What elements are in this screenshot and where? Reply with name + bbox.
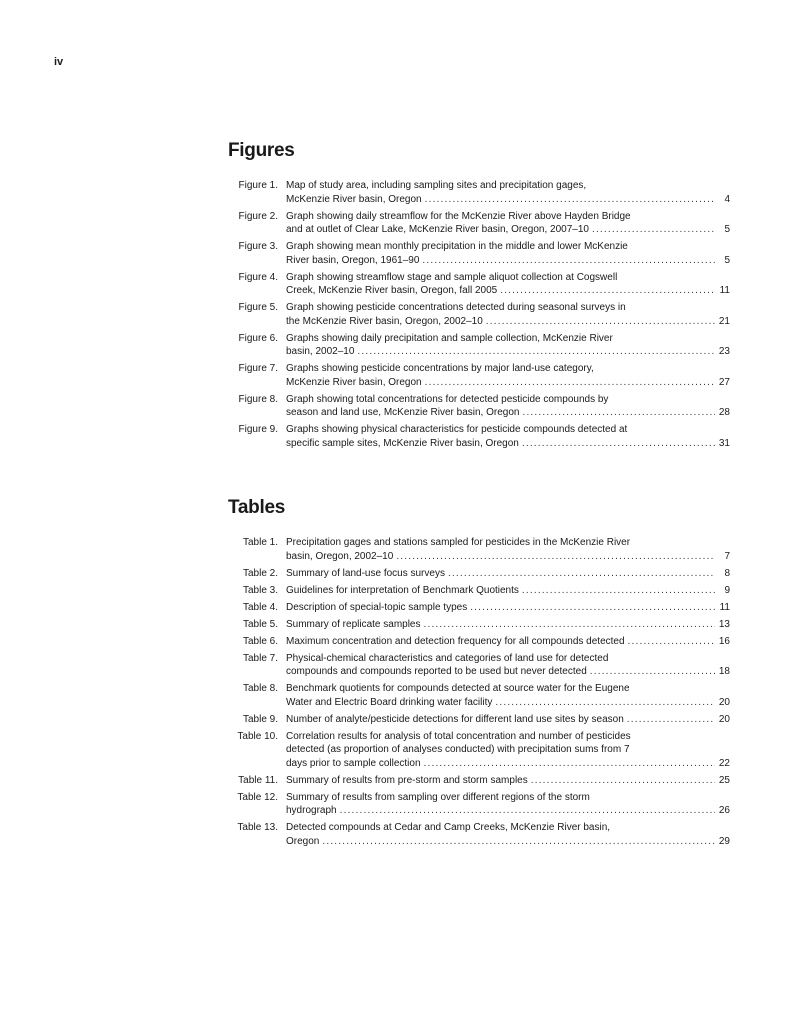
table-entry[interactable] — [228, 821, 730, 848]
dot-leader — [424, 618, 716, 632]
table-label: Table 11. — [238, 774, 278, 786]
figure-caption-text: River basin, Oregon, 1961–90 — [286, 254, 420, 266]
table-caption — [286, 536, 730, 563]
tables-section — [228, 497, 730, 852]
table-caption-last-line — [286, 835, 730, 849]
table-caption-last-line — [286, 713, 730, 727]
dot-leader — [592, 223, 715, 237]
figure-page-number: 21 — [718, 315, 730, 327]
figure-label: Figure 7. — [238, 363, 278, 374]
figure-entry[interactable] — [228, 240, 730, 267]
table-page-number: 29 — [718, 835, 730, 847]
table-entry[interactable] — [228, 601, 730, 615]
figure-label: Figure 3. — [238, 241, 278, 252]
table-entry[interactable] — [228, 652, 730, 679]
dot-leader — [531, 774, 715, 788]
figure-caption-text: McKenzie River basin, Oregon — [286, 193, 422, 205]
table-page-number: 26 — [718, 805, 730, 816]
figure-page-number: 4 — [724, 193, 730, 205]
dot-leader — [522, 406, 715, 420]
figure-entry[interactable] — [228, 179, 730, 206]
table-page-number: 25 — [718, 774, 730, 786]
figure-caption — [286, 362, 730, 389]
figures-heading: Figures — [228, 140, 295, 161]
figure-entry[interactable] — [228, 301, 730, 328]
table-caption — [286, 635, 730, 649]
figure-caption-line: Graphs showing pesticide concentrations by major land-use category, — [286, 363, 594, 374]
figure-label: Figure 1. — [238, 180, 278, 191]
figure-caption-text: specific sample sites, McKenzie River basin, Oregon — [286, 437, 519, 449]
table-caption — [286, 618, 730, 632]
table-entry[interactable] — [228, 791, 730, 818]
table-caption-text: days prior to sample collection — [286, 757, 421, 769]
table-caption-last-line — [286, 567, 730, 581]
table-label: Table 8. — [242, 683, 278, 694]
figure-label: Figure 9. — [238, 424, 278, 435]
table-label: Table 5. — [242, 618, 278, 630]
figure-caption-line: Graphs showing daily precipitation and sample collection, McKenzie River — [286, 332, 613, 344]
table-caption-text: Number of analyte/pesticide detections for different land use sites by season — [286, 713, 624, 725]
table-caption-last-line — [286, 757, 730, 771]
dot-leader — [357, 345, 715, 359]
table-entry[interactable] — [228, 730, 730, 771]
table-page-number: 8 — [724, 567, 730, 579]
table-entry[interactable] — [228, 774, 730, 788]
figure-label: Figure 8. — [238, 393, 278, 405]
table-page-number: 18 — [718, 666, 730, 677]
table-label: Table 9. — [242, 713, 278, 725]
figure-entry[interactable] — [228, 423, 730, 450]
dot-leader — [522, 437, 715, 451]
figures-section — [228, 140, 730, 454]
figure-caption-text: McKenzie River basin, Oregon — [286, 376, 422, 388]
figure-caption — [286, 179, 730, 206]
table-page-number: 20 — [718, 713, 730, 725]
table-entry[interactable] — [228, 635, 730, 649]
figure-label: Figure 2. — [238, 210, 278, 222]
figure-caption-line: Graph showing mean monthly precipitation in the middle and lower McKenzie — [286, 241, 628, 252]
table-caption-last-line — [286, 635, 730, 649]
table-entry[interactable] — [228, 567, 730, 581]
page-number: iv — [54, 56, 64, 68]
table-caption-last-line — [286, 665, 730, 679]
table-caption-text: Water and Electric Board drinking water facility — [286, 696, 493, 708]
table-page-number: 13 — [718, 618, 730, 630]
figure-caption — [286, 271, 730, 298]
figure-caption-last-line — [286, 437, 730, 451]
table-label: Table 6. — [242, 635, 278, 647]
figure-caption-last-line — [286, 315, 730, 329]
table-caption — [286, 584, 730, 598]
dot-leader — [627, 713, 715, 727]
dot-leader — [396, 550, 715, 564]
table-caption — [286, 730, 730, 771]
figure-caption — [286, 332, 730, 359]
table-caption-text: Summary of replicate samples — [286, 618, 421, 630]
figure-page-number: 27 — [718, 376, 730, 388]
dot-leader — [486, 315, 715, 329]
figure-entry[interactable] — [228, 210, 730, 237]
table-page-number: 16 — [718, 635, 730, 647]
table-page-number: 7 — [724, 550, 730, 562]
table-entry[interactable] — [228, 536, 730, 563]
figure-caption-last-line — [286, 345, 730, 359]
table-label: Table 12. — [237, 791, 278, 803]
figure-caption-line: Graph showing total concentrations for detected pesticide compounds by — [286, 393, 609, 405]
figure-caption — [286, 210, 730, 237]
table-entry[interactable] — [228, 713, 730, 727]
dot-leader — [495, 696, 715, 710]
table-caption-line: detected (as proportion of analyses conducted) with precipitation sums from 7 — [286, 744, 630, 755]
table-caption-line: Benchmark quotients for compounds detected at source water for the Eugene — [286, 683, 630, 694]
figure-page-number: 5 — [724, 254, 730, 266]
figure-page-number: 31 — [718, 437, 730, 449]
figure-label: Figure 6. — [238, 332, 278, 344]
dot-leader — [422, 254, 715, 268]
figure-caption-last-line — [286, 406, 730, 420]
table-caption — [286, 567, 730, 581]
table-label: Table 1. — [242, 537, 278, 548]
figure-entry[interactable] — [228, 271, 730, 298]
figure-caption — [286, 240, 730, 267]
figure-caption-text: the McKenzie River basin, Oregon, 2002–10 — [286, 315, 483, 327]
figure-caption-last-line — [286, 284, 730, 298]
dot-leader — [470, 601, 715, 615]
table-caption-text: Maximum concentration and detection frequency for all compounds detected — [286, 635, 625, 647]
figure-caption-line: Graph showing daily streamflow for the McKenzie River above Hayden Bridge — [286, 210, 631, 222]
dot-leader — [340, 804, 715, 818]
table-caption-last-line — [286, 584, 730, 598]
tables-heading: Tables — [228, 497, 285, 518]
figure-caption-text: Creek, McKenzie River basin, Oregon, fall 2005 — [286, 285, 498, 296]
figure-label: Figure 4. — [238, 271, 278, 283]
table-entry[interactable] — [228, 682, 730, 709]
table-caption — [286, 652, 730, 679]
table-caption-text: compounds and compounds reported to be used but never detected — [286, 666, 587, 677]
table-page-number: 11 — [719, 601, 730, 613]
figure-caption-line: Graphs showing physical characteristics for pesticide compounds detected at — [286, 424, 628, 435]
figures-list — [228, 179, 730, 450]
dot-leader — [522, 584, 715, 598]
figure-caption-last-line — [286, 254, 730, 268]
figure-caption-line: Map of study area, including sampling sites and precipitation gages, — [286, 180, 587, 191]
figure-caption-last-line — [286, 223, 730, 237]
dot-leader — [425, 376, 715, 390]
table-caption — [286, 601, 730, 615]
figure-page-number: 23 — [718, 346, 730, 357]
table-caption — [286, 713, 730, 727]
table-caption-text: Summary of land-use focus surveys — [286, 567, 445, 579]
figure-caption-text: basin, 2002–10 — [286, 346, 355, 357]
figure-label: Figure 5. — [238, 302, 278, 313]
table-caption-last-line — [286, 618, 730, 632]
table-label: Table 7. — [242, 652, 278, 664]
dot-leader — [448, 567, 715, 581]
table-caption-line: Detected compounds at Cedar and Camp Creeks, McKenzie River basin, — [286, 822, 611, 833]
figure-entry[interactable] — [228, 393, 730, 420]
table-caption-text: Guidelines for interpretation of Benchmark Quotients — [286, 584, 519, 596]
figure-caption — [286, 301, 730, 328]
table-caption-text: Description of special-topic sample types — [286, 601, 468, 613]
table-label: Table 10. — [237, 730, 278, 742]
table-caption — [286, 821, 730, 848]
tables-list — [228, 536, 730, 848]
table-caption-line: Precipitation gages and stations sampled for pesticides in the McKenzie River — [286, 537, 631, 548]
table-caption-last-line — [286, 804, 730, 818]
table-caption-line: Summary of results from sampling over different regions of the storm — [286, 791, 590, 803]
dot-leader — [425, 193, 715, 207]
dot-leader — [590, 665, 715, 679]
table-caption-text: hydrograph — [286, 805, 337, 816]
figure-caption-text: season and land use, McKenzie River basin, Oregon — [286, 407, 520, 418]
table-caption-text: Summary of results from pre-storm and storm samples — [286, 774, 528, 786]
figure-caption — [286, 393, 730, 420]
table-page-number: 9 — [724, 584, 730, 596]
table-caption-line: Physical-chemical characteristics and categories of land use for detected — [286, 652, 609, 664]
table-label: Table 4. — [242, 601, 278, 613]
table-caption-last-line — [286, 696, 730, 710]
table-caption-text: Oregon — [286, 835, 320, 847]
figure-page-number: 28 — [718, 407, 730, 418]
dot-leader — [322, 835, 715, 849]
figure-caption — [286, 423, 730, 450]
figure-entry[interactable] — [228, 362, 730, 389]
table-caption — [286, 682, 730, 709]
figure-caption-line: Graph showing pesticide concentrations detected during seasonal surveys in — [286, 302, 626, 313]
figure-caption-line: Graph showing streamflow stage and sample aliquot collection at Cogswell — [286, 271, 618, 283]
table-caption-last-line — [286, 550, 730, 564]
figure-caption-last-line — [286, 376, 730, 390]
dot-leader — [424, 757, 715, 771]
figure-caption-text: and at outlet of Clear Lake, McKenzie River basin, Oregon, 2007–10 — [286, 224, 589, 235]
table-caption-last-line — [286, 601, 730, 615]
table-entry[interactable] — [228, 618, 730, 632]
table-caption-line: Correlation results for analysis of total concentration and number of pesticides — [286, 730, 631, 742]
table-label: Table 13. — [237, 822, 278, 833]
table-caption-text: basin, Oregon, 2002–10 — [286, 550, 394, 562]
table-label: Table 2. — [242, 567, 278, 579]
dot-leader — [628, 635, 715, 649]
figure-page-number: 5 — [724, 224, 730, 235]
table-page-number: 20 — [718, 696, 730, 708]
figure-page-number: 11 — [719, 285, 730, 296]
table-label: Table 3. — [242, 584, 278, 596]
table-entry[interactable] — [228, 584, 730, 598]
dot-leader — [500, 284, 715, 298]
figure-entry[interactable] — [228, 332, 730, 359]
figure-caption-last-line — [286, 193, 730, 207]
table-caption — [286, 774, 730, 788]
table-caption-last-line — [286, 774, 730, 788]
table-caption — [286, 791, 730, 818]
table-page-number: 22 — [718, 757, 730, 769]
